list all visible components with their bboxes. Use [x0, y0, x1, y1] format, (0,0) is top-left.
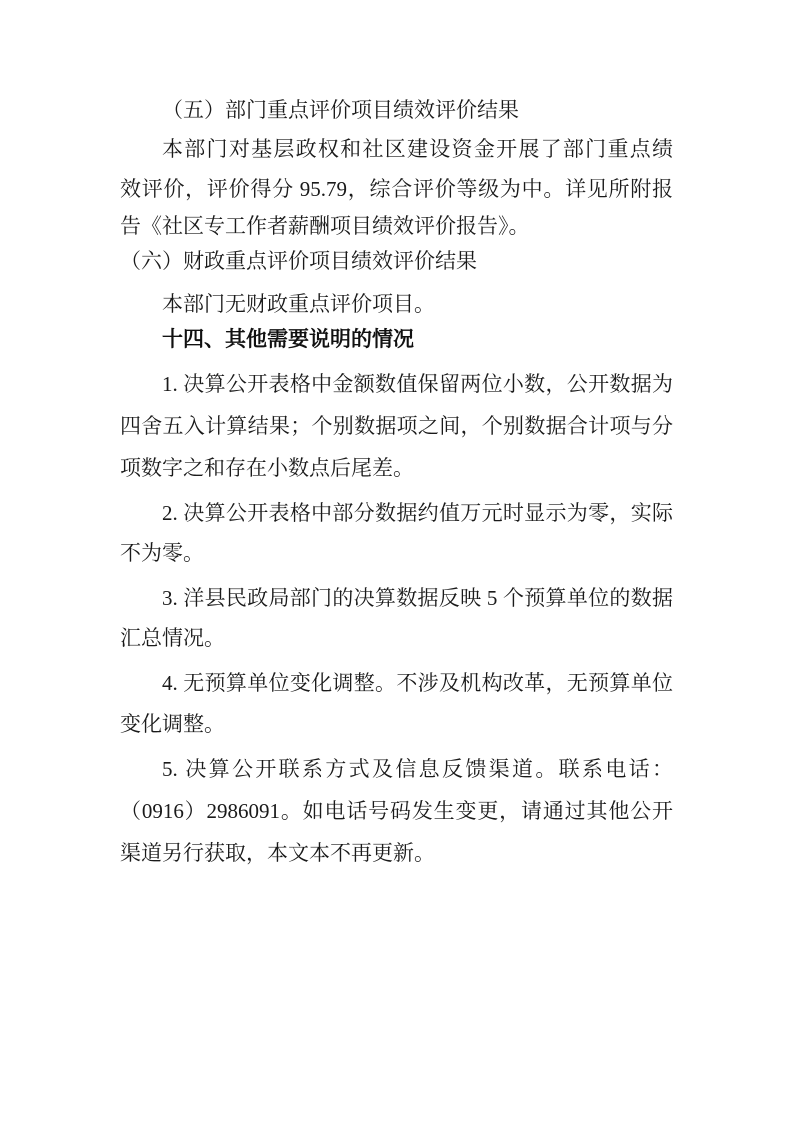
heading-chapter-14: 十四、其他需要说明的情况: [162, 327, 414, 351]
note-2-line-2: 不为零。: [120, 541, 204, 565]
note-3-line-2: 汇总情况。: [120, 626, 225, 650]
note-3-line-1: 3. 洋县民政局部门的决算数据反映 5 个预算单位的数据: [162, 586, 673, 610]
para-dept-eval-line-1: 本部门对基层政权和社区建设资金开展了部门重点绩: [162, 137, 673, 161]
note-5-line-2: （0916）2986091。如电话号码发生变更，请通过其他公开: [120, 799, 673, 823]
note-5-line-3: 渠道另行获取，本文本不再更新。: [120, 841, 435, 865]
para-dept-eval-line-3: 告《社区专工作者薪酬项目绩效评价报告》。: [120, 214, 530, 238]
heading-section-5: （五）部门重点评价项目绩效评价结果: [162, 98, 519, 122]
para-dept-eval-line-2: 效评价，评价得分 95.79，综合评价等级为中。详见所附报: [120, 177, 673, 201]
note-4-line-1: 4. 无预算单位变化调整。不涉及机构改革，无预算单位: [162, 671, 673, 695]
note-2-line-1: 2. 决算公开表格中部分数据约值万元时显示为零，实际: [162, 501, 673, 525]
note-5-line-1: 5. 决算公开联系方式及信息反馈渠道。联系电话：: [162, 757, 673, 781]
note-4-line-2: 变化调整。: [120, 712, 225, 736]
note-1-line-1: 1. 决算公开表格中金额数值保留两位小数，公开数据为: [162, 372, 673, 396]
heading-section-6: （六）财政重点评价项目绩效评价结果: [120, 249, 477, 273]
note-1-line-2: 四舍五入计算结果；个别数据项之间，个别数据合计项与分: [120, 414, 673, 438]
note-1-line-3: 项数字之和存在小数点后尾差。: [120, 456, 414, 480]
para-no-fiscal-eval: 本部门无财政重点评价项目。: [162, 292, 435, 316]
